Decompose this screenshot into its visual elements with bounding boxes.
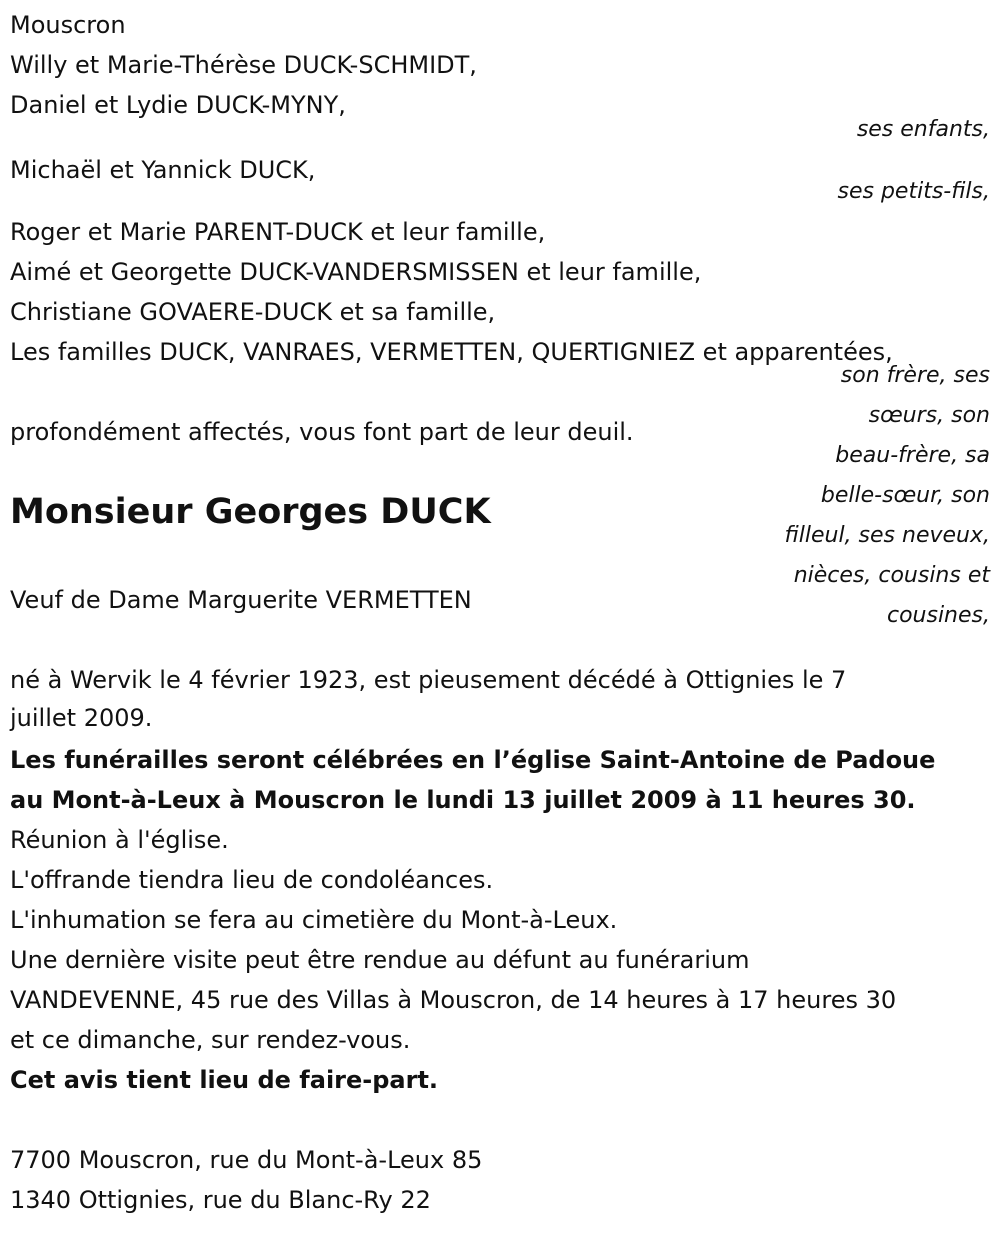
children-line: Willy et Marie-Thérèse DUCK-SCHMIDT,: [10, 51, 477, 79]
relatives-role: cousines,: [886, 603, 990, 628]
relatives-role: sœurs, son: [868, 403, 990, 428]
relatives-role: belle-sœur, son: [820, 483, 990, 508]
relatives-role: nièces, cousins et: [793, 563, 990, 588]
address: 1340 Ottignies, rue du Blanc-Ry 22: [10, 1186, 431, 1214]
widower: Veuf de Dame Marguerite VERMETTEN: [10, 586, 472, 614]
funeral: Les funérailles seront célébrées en l’église Saint-Antoine de Padoue: [10, 746, 936, 774]
grandchildren-line: Michaël et Yannick DUCK,: [10, 156, 316, 184]
detail: L'inhumation se fera au cimetière du Mont-à-Leux.: [10, 906, 618, 934]
announcement: profondément affectés, vous font part de leur deuil.: [10, 418, 634, 446]
relatives-role: beau-frère, sa: [835, 443, 990, 468]
birth-death: juillet 2009.: [10, 704, 153, 732]
detail: Une dernière visite peut être rendue au défunt au funérarium: [10, 946, 750, 974]
relatives-role: son frère, ses: [840, 363, 990, 388]
relatives-line: Christiane GOVAERE-DUCK et sa famille,: [10, 298, 496, 326]
relatives-line: Roger et Marie PARENT-DUCK et leur famille,: [10, 218, 546, 246]
relatives-role: filleul, ses neveux,: [784, 523, 990, 548]
city: Mouscron: [10, 11, 126, 39]
deceased-name: Monsieur Georges DUCK: [10, 492, 491, 532]
children-line: Daniel et Lydie DUCK-MYNY,: [10, 91, 346, 119]
grandchildren-role: ses petits-fils,: [837, 179, 990, 204]
funeral: au Mont-à-Leux à Mouscron le lundi 13 juillet 2009 à 11 heures 30.: [10, 786, 916, 814]
relatives-line: Aimé et Georgette DUCK-VANDERSMISSEN et leur famille,: [10, 258, 702, 286]
relatives-line: Les familles DUCK, VANRAES, VERMETTEN, QUERTIGNIEZ et apparentées,: [10, 338, 893, 366]
children-role: ses enfants,: [856, 117, 990, 142]
notice: Cet avis tient lieu de faire-part.: [10, 1066, 439, 1094]
address: 7700 Mouscron, rue du Mont-à-Leux 85: [10, 1146, 483, 1174]
detail: VANDEVENNE, 45 rue des Villas à Mouscron, de 14 heures à 17 heures 30: [10, 986, 897, 1014]
detail: Réunion à l'église.: [10, 826, 229, 854]
detail: L'offrande tiendra lieu de condoléances.: [10, 866, 494, 894]
detail: et ce dimanche, sur rendez-vous.: [10, 1026, 411, 1054]
birth-death: né à Wervik le 4 février 1923, est pieusement décédé à Ottignies le 7: [10, 666, 847, 694]
